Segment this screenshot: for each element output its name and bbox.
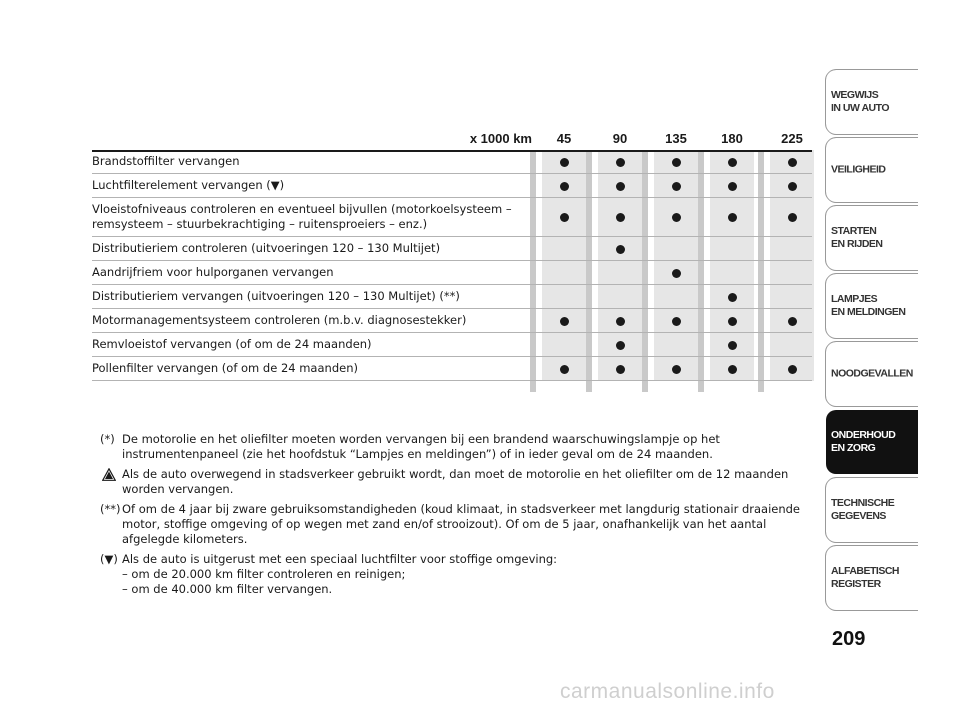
maintenance-dot <box>788 365 797 374</box>
tab-line: ONDERHOUD <box>831 429 896 441</box>
chapter-tab[interactable] <box>826 206 918 270</box>
chapter-tab[interactable] <box>826 478 918 542</box>
tab-line: VEILIGHEID <box>831 163 886 176</box>
chapter-tab[interactable] <box>826 342 918 406</box>
column-header: 45 <box>556 131 572 146</box>
maintenance-dot <box>560 158 569 167</box>
maintenance-dot <box>616 158 625 167</box>
maintenance-dot <box>672 182 681 191</box>
unit-header: x 1000 km <box>469 131 532 146</box>
maintenance-dot <box>672 158 681 167</box>
note-text: Of om de 4 jaar bij zware gebruiksomstandigheden (koud klimaat, in stadsverkeer met langdurig stationair draaiende motor, stoffige omgeving of op wegen met zand en/of strooizout). Of om de 5 jaar, onafhankelijk van het aantal afgelegde kilometers. <box>122 502 801 546</box>
chapter-tab-label <box>831 565 915 591</box>
chapter-tab[interactable] <box>826 70 918 134</box>
maintenance-dot <box>560 213 569 222</box>
note-air-filter <box>100 552 800 597</box>
table-row <box>92 261 812 285</box>
table-row <box>92 198 812 237</box>
table-header <box>92 126 812 150</box>
row-label: Distributieriem controleren (uitvoeringen 120 – 130 Multijet) <box>92 241 441 255</box>
table-row <box>92 150 812 174</box>
chapter-tab-label <box>831 89 915 115</box>
tab-line: EN ZORG <box>831 442 876 454</box>
tab-line: NOODGEVALLEN <box>831 367 913 380</box>
maintenance-dot <box>728 182 737 191</box>
tab-line: TECHNISCHE <box>831 497 895 509</box>
note-mark: (**) <box>100 502 121 516</box>
row-label: Distributieriem vervangen (uitvoeringen 120 – 130 Multijet) (**) <box>92 289 460 303</box>
tab-line: EN MELDINGEN <box>831 306 906 318</box>
maintenance-dot <box>560 317 569 326</box>
row-label: Motormanagementsysteem controleren (m.b.v. diagnosestekker) <box>92 313 467 327</box>
maintenance-dot <box>616 245 625 254</box>
chapter-tab[interactable] <box>826 546 918 610</box>
chapter-tabs <box>826 70 918 614</box>
note-timing-belt <box>100 502 800 547</box>
row-label: Luchtfilterelement vervangen (▼) <box>92 178 285 192</box>
maintenance-dot <box>616 317 625 326</box>
maintenance-dot <box>616 182 625 191</box>
chapter-tab-label <box>831 164 915 177</box>
page-number: 209 <box>832 628 866 650</box>
table-row <box>92 309 812 333</box>
maintenance-dot <box>616 341 625 350</box>
column-header: 90 <box>612 131 628 146</box>
tab-line: LAMPJES <box>831 293 878 305</box>
maintenance-dot <box>616 213 625 222</box>
chapter-tab-label <box>831 293 915 319</box>
maintenance-dot <box>672 317 681 326</box>
maintenance-dot <box>788 213 797 222</box>
note-mark: (*) <box>100 432 115 446</box>
note-line: – om de 20.000 km filter controleren en reinigen; <box>122 567 406 581</box>
chapter-tab-label <box>831 429 915 455</box>
column-header: 180 <box>721 131 743 146</box>
tab-line: ALFABETISCH <box>831 565 899 577</box>
note-text: Als de auto is uitgerust met een speciaal luchtfilter voor stoffige omgeving: <box>122 552 558 566</box>
table-row <box>92 285 812 309</box>
table-row <box>92 174 812 198</box>
chapter-tab-label <box>831 368 915 381</box>
maintenance-dot <box>616 365 625 374</box>
note-text: De motorolie en het oliefilter moeten worden vervangen bij een brandend waarschuwingslampje op het instrumentenpaneel (zie het hoofdstuk “Lampjes en meldingen”) of in ieder geval om de 24 maanden. <box>122 432 720 461</box>
maintenance-dot <box>672 213 681 222</box>
table-row <box>92 333 812 357</box>
row-label: Pollenfilter vervangen (of om de 24 maanden) <box>92 361 358 375</box>
tab-line: WEGWIJS <box>831 89 879 101</box>
watermark: carmanualsonline.info <box>560 680 775 703</box>
row-label: Vloeistofniveaus controleren en eventueel bijvullen (motorkoelsysteem – remsysteem – stuurbekrachtiging – ruitensproeiers – enz.) <box>92 202 512 231</box>
maintenance-dot <box>728 341 737 350</box>
tab-line: EN RIJDEN <box>831 238 883 250</box>
chapter-tab[interactable] <box>826 274 918 338</box>
maintenance-dot <box>788 317 797 326</box>
column-header: 135 <box>665 131 687 146</box>
table-row <box>92 357 812 381</box>
chapter-tab-label <box>831 497 915 523</box>
note-mark: (▼) <box>100 552 118 566</box>
table-row <box>92 237 812 261</box>
note-line: – om de 40.000 km filter vervangen. <box>122 582 333 596</box>
chapter-tab[interactable] <box>826 138 918 202</box>
maintenance-dot <box>728 293 737 302</box>
maintenance-dot <box>788 182 797 191</box>
tab-line: STARTEN <box>831 225 877 237</box>
note-oil <box>100 432 800 462</box>
chapter-tab-label <box>831 225 915 251</box>
row-label: Remvloeistof vervangen (of om de 24 maanden) <box>92 337 372 351</box>
maintenance-dot <box>672 269 681 278</box>
column-header: 225 <box>781 131 803 146</box>
maintenance-dot <box>728 317 737 326</box>
footnotes <box>100 432 800 602</box>
maintenance-dot <box>728 213 737 222</box>
warning-triangle-icon <box>102 468 116 481</box>
row-label: Aandrijfriem voor hulporganen vervangen <box>92 265 334 279</box>
maintenance-dot <box>728 365 737 374</box>
maintenance-dot <box>788 158 797 167</box>
chapter-tab[interactable] <box>826 410 918 474</box>
maintenance-dot <box>560 182 569 191</box>
note-text: Als de auto overwegend in stadsverkeer gebruikt wordt, dan moet de motorolie en het oliefilter om de 12 maanden worden vervangen. <box>122 467 789 496</box>
maintenance-dot <box>560 365 569 374</box>
table-rows <box>92 150 812 381</box>
tab-line: REGISTER <box>831 578 881 590</box>
tab-line: IN UW AUTO <box>831 102 889 114</box>
tab-line: GEGEVENS <box>831 510 886 522</box>
maintenance-table <box>92 126 812 381</box>
maintenance-dot <box>728 158 737 167</box>
maintenance-dot <box>672 365 681 374</box>
note-city-driving <box>100 467 800 497</box>
row-label: Brandstoffilter vervangen <box>92 154 240 168</box>
